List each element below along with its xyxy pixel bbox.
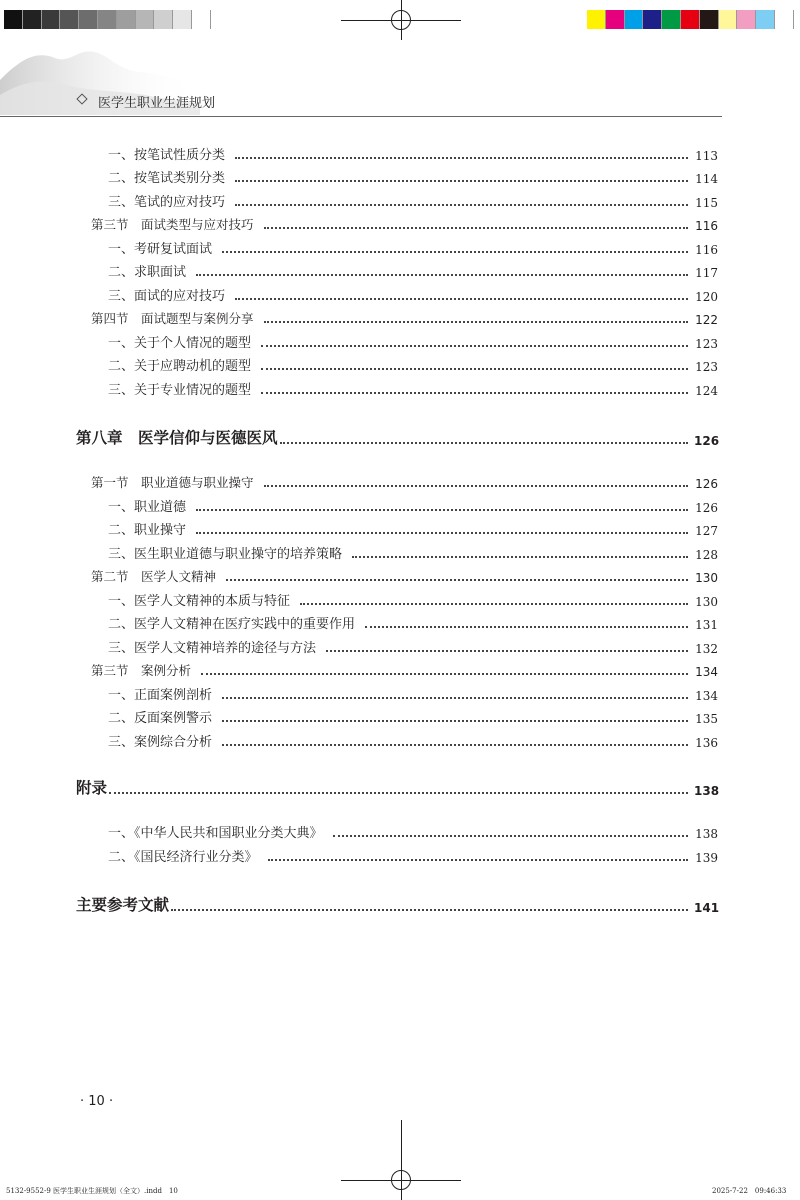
toc-item [108, 614, 718, 632]
toc-item-label: 三、面试的应对技巧 [108, 289, 226, 304]
toc-item [108, 544, 718, 562]
toc-leader-dots [365, 626, 688, 628]
grey-swatch-5 [98, 10, 117, 29]
color-swatch-0 [587, 10, 606, 29]
toc-page-number: 130 [695, 571, 718, 585]
toc-page-number: 127 [695, 524, 718, 538]
toc-leader-dots [261, 392, 688, 394]
print-slug-timestamp: 2025-7-22 09:46:33 [712, 1187, 787, 1195]
toc-section-label: 第四节 面试题型与案例分享 [91, 311, 254, 326]
toc-page-number: 123 [695, 360, 718, 374]
grey-swatch-0 [4, 10, 23, 29]
toc-item-label: 一、职业道德 [108, 500, 187, 515]
running-header-title: 医学生职业生涯规划 [98, 96, 216, 111]
toc-leader-dots [222, 251, 688, 253]
color-swatch-2 [625, 10, 644, 29]
toc-item-label: 三、笔试的应对技巧 [108, 195, 226, 210]
toc-item-label: 二、《国民经济行业分类》 [108, 850, 258, 865]
color-swatch-10 [775, 10, 794, 29]
toc-page-number: 117 [695, 266, 718, 280]
toc-item-label: 三、关于专业情况的题型 [108, 383, 252, 398]
toc-item [108, 333, 718, 351]
toc-item [108, 497, 718, 515]
toc-item [108, 286, 718, 304]
toc-page-number: 138 [694, 784, 720, 798]
toc-page-number: 141 [694, 901, 720, 915]
toc-leader-dots [226, 579, 688, 581]
toc-section [91, 661, 718, 679]
toc-section-label: 第三节 案例分析 [91, 663, 192, 678]
color-swatch-4 [662, 10, 681, 29]
grey-swatch-bar [4, 10, 211, 29]
toc-page-number: 116 [695, 219, 718, 233]
color-swatch-9 [756, 10, 775, 29]
grey-swatch-6 [117, 10, 136, 29]
toc-item [108, 380, 718, 398]
toc-page-number: 114 [695, 172, 718, 186]
toc-item [108, 356, 718, 374]
toc-chapter [76, 776, 718, 798]
toc-section-label: 第一节 职业道德与职业操守 [91, 475, 254, 490]
toc-leader-dots [196, 532, 688, 534]
page-number: · 10 · [80, 1094, 114, 1109]
toc-item [108, 823, 718, 841]
toc-leader-dots [333, 835, 688, 837]
grey-swatch-2 [42, 10, 61, 29]
toc-item-label: 二、反面案例警示 [108, 711, 213, 726]
grey-swatch-1 [23, 10, 42, 29]
grey-swatch-8 [154, 10, 173, 29]
grey-swatch-7 [136, 10, 155, 29]
toc-page-number: 138 [695, 827, 718, 841]
toc-section [91, 215, 718, 233]
toc-page-number: 135 [695, 712, 718, 726]
toc-page-number: 134 [695, 665, 718, 679]
toc-section-label: 第三节 面试类型与应对技巧 [91, 217, 254, 232]
toc-leader-dots [326, 650, 688, 652]
toc-item-label: 三、医生职业道德与职业操守的培养策略 [108, 547, 343, 562]
toc-chapter-label: 第八章 医学信仰与医德医风 [76, 429, 278, 447]
toc-item [108, 168, 718, 186]
toc-leader-dots [222, 720, 688, 722]
registration-mark-top [381, 0, 421, 40]
toc-leader-dots [268, 859, 688, 861]
registration-mark-bottom [381, 1160, 421, 1200]
toc-item-label: 二、医学人文精神在医疗实践中的重要作用 [108, 617, 356, 632]
toc-page-number: 124 [695, 384, 718, 398]
toc-item-label: 一、关于个人情况的题型 [108, 336, 252, 351]
toc-leader-dots [235, 204, 688, 206]
toc-page-number: 136 [695, 736, 718, 750]
grey-swatch-10 [192, 10, 211, 29]
toc-section [91, 567, 718, 585]
toc-page-number: 123 [695, 337, 718, 351]
toc-item [108, 262, 718, 280]
toc-item [108, 732, 718, 750]
toc-chapter [76, 426, 718, 448]
color-swatch-6 [700, 10, 719, 29]
toc-item-label: 二、关于应聘动机的题型 [108, 359, 252, 374]
toc-leader-dots [235, 298, 688, 300]
toc-item-label: 一、医学人文精神的本质与特征 [108, 594, 291, 609]
toc-page-number: 139 [695, 851, 718, 865]
toc-leader-dots [264, 227, 688, 229]
toc-page-number: 126 [695, 501, 718, 515]
toc-page-number: 120 [695, 290, 718, 304]
toc-leader-dots [171, 909, 688, 911]
toc-item [108, 847, 718, 865]
toc-section-label: 第二节 医学人文精神 [91, 569, 217, 584]
toc-page-number: 130 [695, 595, 718, 609]
toc-leader-dots [261, 345, 688, 347]
toc-section [91, 473, 718, 491]
toc-page-number: 126 [695, 477, 718, 491]
toc-leader-dots [264, 321, 688, 323]
print-slug-file: 5132-9552-9 医学生职业生涯规划（全文）.indd 10 [6, 1187, 178, 1195]
toc-leader-dots [222, 697, 688, 699]
color-swatch-5 [681, 10, 700, 29]
toc-page-number: 132 [695, 642, 718, 656]
toc-page-number: 131 [695, 618, 718, 632]
toc-page-number: 113 [695, 149, 718, 163]
toc-leader-dots [300, 603, 688, 605]
grey-swatch-9 [173, 10, 192, 29]
toc-leader-dots [201, 673, 688, 675]
toc-item-label: 二、按笔试类别分类 [108, 171, 226, 186]
toc-leader-dots [235, 180, 688, 182]
toc-item-label: 一、考研复试面试 [108, 242, 213, 257]
toc-leader-dots [280, 442, 688, 444]
color-swatch-3 [643, 10, 662, 29]
toc-item [108, 638, 718, 656]
toc-leader-dots [196, 509, 688, 511]
toc-leader-dots [261, 368, 688, 370]
toc-item-label: 一、《中华人民共和国职业分类大典》 [108, 826, 323, 841]
toc-item-label: 一、按笔试性质分类 [108, 148, 226, 163]
toc-page-number: 122 [695, 313, 718, 327]
toc-item-label: 三、案例综合分析 [108, 735, 213, 750]
toc-item [108, 591, 718, 609]
toc-leader-dots [109, 792, 688, 794]
toc-item-label: 二、职业操守 [108, 523, 187, 538]
toc-item-label: 三、医学人文精神培养的途径与方法 [108, 641, 317, 656]
toc-page-number: 116 [695, 243, 718, 257]
toc-leader-dots [196, 274, 688, 276]
toc-item [108, 239, 718, 257]
color-swatch-7 [719, 10, 738, 29]
toc-item [108, 520, 718, 538]
toc-item-label: 二、求职面试 [108, 265, 187, 280]
toc-page-number: 134 [695, 689, 718, 703]
toc-page-number: 126 [694, 434, 720, 448]
toc-item [108, 708, 718, 726]
toc-item [108, 685, 718, 703]
toc-item [108, 192, 718, 210]
color-swatch-bar [587, 10, 794, 29]
toc-leader-dots [222, 744, 688, 746]
toc-item-label: 一、正面案例剖析 [108, 688, 213, 703]
toc-item [108, 145, 718, 163]
toc-leader-dots [264, 485, 688, 487]
grey-swatch-4 [79, 10, 98, 29]
toc-chapter-label: 附录 [76, 779, 108, 797]
grey-swatch-3 [60, 10, 79, 29]
header-rule [0, 116, 722, 117]
toc-chapter [76, 893, 718, 915]
toc-page-number: 128 [695, 548, 718, 562]
toc-leader-dots [235, 157, 688, 159]
toc-page-number: 115 [695, 196, 718, 210]
toc-chapter-label: 主要参考文献 [76, 896, 170, 914]
toc-section [91, 309, 718, 327]
toc-leader-dots [352, 556, 688, 558]
color-swatch-8 [737, 10, 756, 29]
color-swatch-1 [606, 10, 625, 29]
